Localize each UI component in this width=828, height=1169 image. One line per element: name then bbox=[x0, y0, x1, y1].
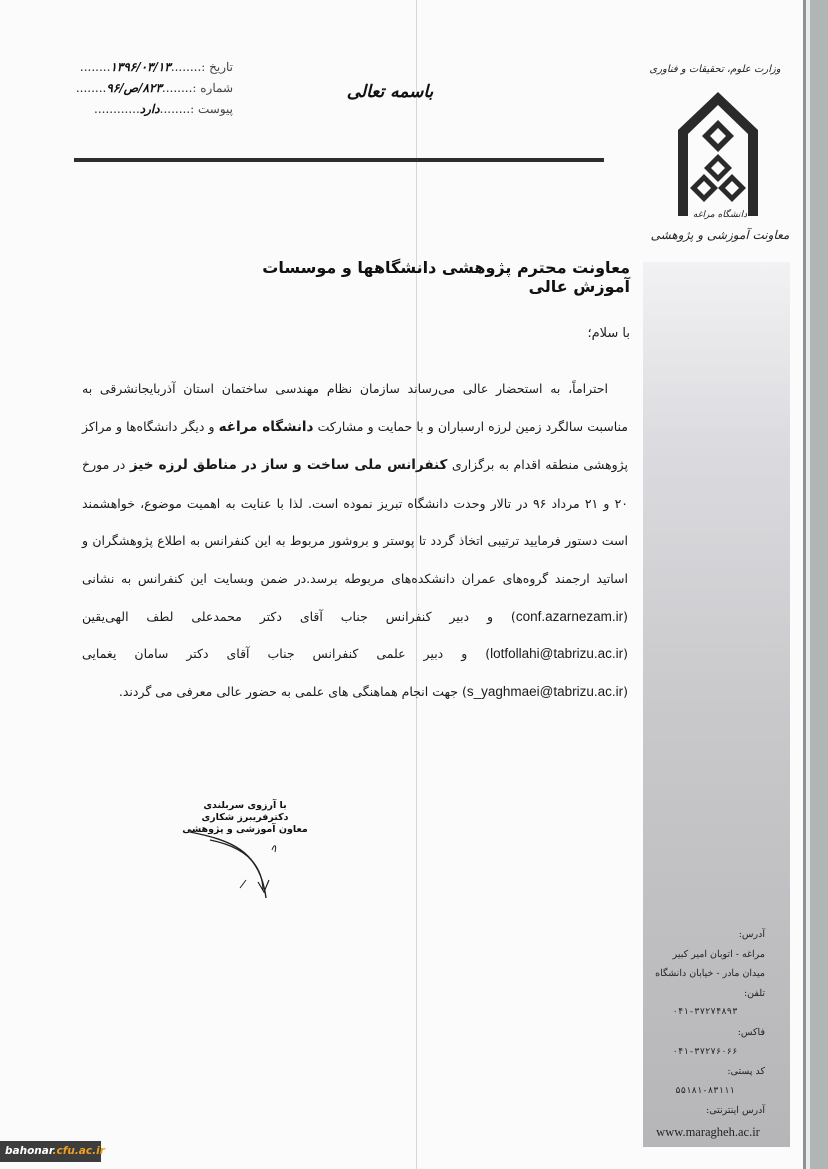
number-label: شماره : bbox=[192, 81, 233, 95]
highlight-conference: کنفرانس ملی ساخت و ساز در مناطق لرزه خیز bbox=[129, 457, 448, 474]
phone-label: تلفن: bbox=[743, 987, 765, 999]
body-text-2: و دیگر دانشگاه‌ها و مراکز پژوهشی منطقه اقدام به برگزاری bbox=[82, 418, 628, 473]
number-value: ۸۲۳/ص/۹۶ bbox=[106, 81, 162, 95]
greeting: با سلام؛ bbox=[587, 326, 630, 341]
recipient-heading: معاونت محترم پژوهشی دانشگاهها و موسسات آموزش عالی bbox=[262, 258, 630, 296]
date-label: تاریخ : bbox=[201, 60, 233, 74]
date-value: ۱۳۹۶/۰۳/۱۳ bbox=[110, 60, 171, 74]
address-line-2: میدان مادر - خیابان دانشگاه bbox=[655, 968, 765, 980]
postal-code: ۵۵۱۸۱-۸۳۱۱۱ bbox=[675, 1085, 735, 1096]
watermark-part-2: .cfu.ac.ir bbox=[52, 1145, 105, 1157]
signature-closing: با آرزوی سربلندی bbox=[203, 800, 287, 811]
secretary-email-link[interactable]: lotfollahi@tabrizu.ac.ir bbox=[490, 646, 624, 662]
postal-label: کد پستی: bbox=[727, 1066, 765, 1078]
letter-body bbox=[82, 370, 628, 710]
scientific-secretary-email-link[interactable]: s_yaghmaei@tabrizu.ac.ir bbox=[466, 683, 624, 699]
university-logo-icon bbox=[672, 88, 764, 218]
body-text-3: در مورخ ۲۰ و ۲۱ مرداد ۹۶ در تالار وحدت دانشگاه تبریز نموده است. لذا با عنایت به اهمیت موضوع، خواهشمند است دستور فرمایید ترتیبی اتخاذ گردد تا پوستر و بروشور مربوط به این کنفرانس به اطلاع پژوهشگران و اساتید ارجمند گروه‌های عمران دانشکده‌های مربوطه برسد.در ضمن وبسایت این کنفرانس به نشانی ( bbox=[82, 457, 628, 624]
handwritten-signature-icon bbox=[170, 810, 310, 900]
department-name: معاونت آموزشی و پژوهشی bbox=[650, 228, 790, 242]
address-line-1: مراغه - اتوبان امیر کبیر bbox=[672, 948, 765, 960]
invocation: باسمه تعالی bbox=[346, 82, 434, 102]
attachment-row: پیوست :........دارد............ bbox=[94, 102, 233, 116]
number-row: شماره :........۸۲۳/ص/۹۶........ bbox=[75, 81, 233, 95]
university-website-link[interactable]: www.maragheh.ac.ir bbox=[656, 1125, 760, 1139]
conference-website-link[interactable]: conf.azarnezam.ir bbox=[515, 608, 624, 624]
university-name: دانشگاه مراغه bbox=[692, 210, 748, 220]
fax-number: ۰۴۱-۳۷۲۷۶۰۶۶ bbox=[672, 1046, 738, 1057]
attachment-value: دارد bbox=[139, 102, 160, 116]
scan-margin bbox=[810, 0, 828, 1169]
signatory-title: معاون آموزشی و پژوهشی bbox=[182, 824, 308, 835]
highlight-university: دانشگاه مراغه bbox=[218, 418, 314, 435]
web-label: آدرس اینترنتی: bbox=[706, 1105, 765, 1117]
body-text-6: ) جهت انجام هماهنگی های علمی به حضور عالی معرفی می گردند. bbox=[118, 683, 467, 699]
phone-number: ۰۴۱-۳۷۲۷۴۸۹۳ bbox=[672, 1007, 738, 1018]
body-text-4: ) و دبیر کنفرانس جناب آقای دکتر محمدعلی لطف الهی‌یقین ( bbox=[82, 608, 628, 662]
site-watermark bbox=[0, 1141, 105, 1162]
fax-label: فاکس: bbox=[737, 1026, 765, 1038]
header-divider bbox=[74, 158, 604, 162]
ministry-name: وزارت علوم، تحقیقات و فناوری bbox=[649, 64, 781, 75]
attachment-label: پیوست : bbox=[190, 102, 233, 116]
body-text-1: احتراماً، به استحضار عالی می‌رساند سازمان نظام مهندسی ساختمان استان آذربایجانشرقی به مناسبت سالگرد زمین لرزه ارسباران و با حمایت و مشارکت bbox=[82, 381, 628, 434]
footer-contact bbox=[645, 925, 765, 1121]
body-text-5: ) و دبیر علمی کنفرانس جناب آقای دکتر سامان یغمایی ( bbox=[82, 646, 628, 699]
signatory-name: دکترفریبرز شکاری bbox=[201, 812, 289, 823]
body-paragraph bbox=[82, 370, 628, 710]
letter-meta bbox=[48, 60, 233, 123]
watermark-part-1: bahonar bbox=[5, 1145, 53, 1157]
date-row: تاریخ :........۱۳۹۶/۰۳/۱۳........ bbox=[79, 60, 233, 74]
address-label: آدرس: bbox=[738, 929, 765, 940]
